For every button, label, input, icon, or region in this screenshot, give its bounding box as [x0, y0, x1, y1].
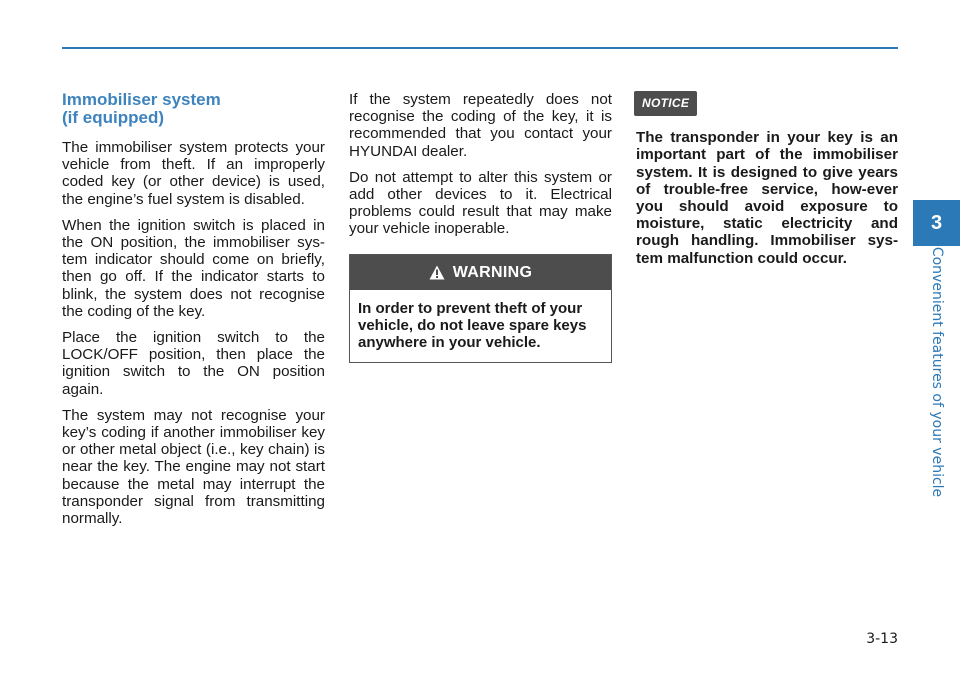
- notice-text: The transponder in your key is an important part of the immobiliser system. It is designed to give years of trouble-free service, how-ever you should avoid exposure to moisture, static electricity and rough handling. Immobiliser sys-tem malfunction could occur.: [636, 129, 898, 267]
- warning-header: [350, 255, 611, 290]
- section-title: [62, 91, 325, 127]
- chapter-number-tab: 3: [913, 200, 960, 246]
- paragraph: The system may not recognise your key’s coding if another immobiliser key or other metal object (i.e., key chain) is near the key. The engine may not start because the metal may interrupt the transponder signal from transmitting normally.: [62, 406, 325, 528]
- column-left: [62, 91, 325, 536]
- chapter-title: Convenient features of your vehicle: [929, 246, 945, 498]
- paragraph: Do not attempt to alter this system or add other devices to it. Electrical problems could result that may make your vehicle inoperable.: [349, 168, 612, 238]
- paragraph: When the ignition switch is placed in the ON position, the immobiliser sys-tem indicator should come on briefly, then go off. If the indicator starts to blink, the system does not recognise the coding of the key.: [62, 216, 325, 320]
- column-right: [636, 91, 898, 267]
- notice-badge: NOTICE: [634, 91, 697, 116]
- warning-box: [349, 254, 612, 363]
- section-title-line2: (if equipped): [62, 108, 164, 127]
- section-title-line1: Immobiliser system: [62, 90, 221, 109]
- paragraph: If the system repeatedly does not recognise the coding of the key, it is recommended that you contact your HYUNDAI dealer.: [349, 91, 612, 160]
- page-number: 3-13: [866, 631, 898, 647]
- column-middle: [349, 91, 612, 363]
- paragraph: The immobiliser system protects your vehicle from theft. If an improperly coded key (or other device) is used, the engine’s fuel system is disabled.: [62, 139, 325, 208]
- paragraph: Place the ignition switch to the LOCK/OFF position, then place the ignition switch to the ON position again.: [62, 329, 325, 398]
- warning-text: In order to prevent theft of your vehicle, do not leave spare keys anywhere in your vehicle.: [358, 299, 587, 351]
- warning-triangle-icon: [429, 265, 445, 280]
- top-rule: [62, 47, 898, 49]
- warning-label: WARNING: [452, 263, 533, 281]
